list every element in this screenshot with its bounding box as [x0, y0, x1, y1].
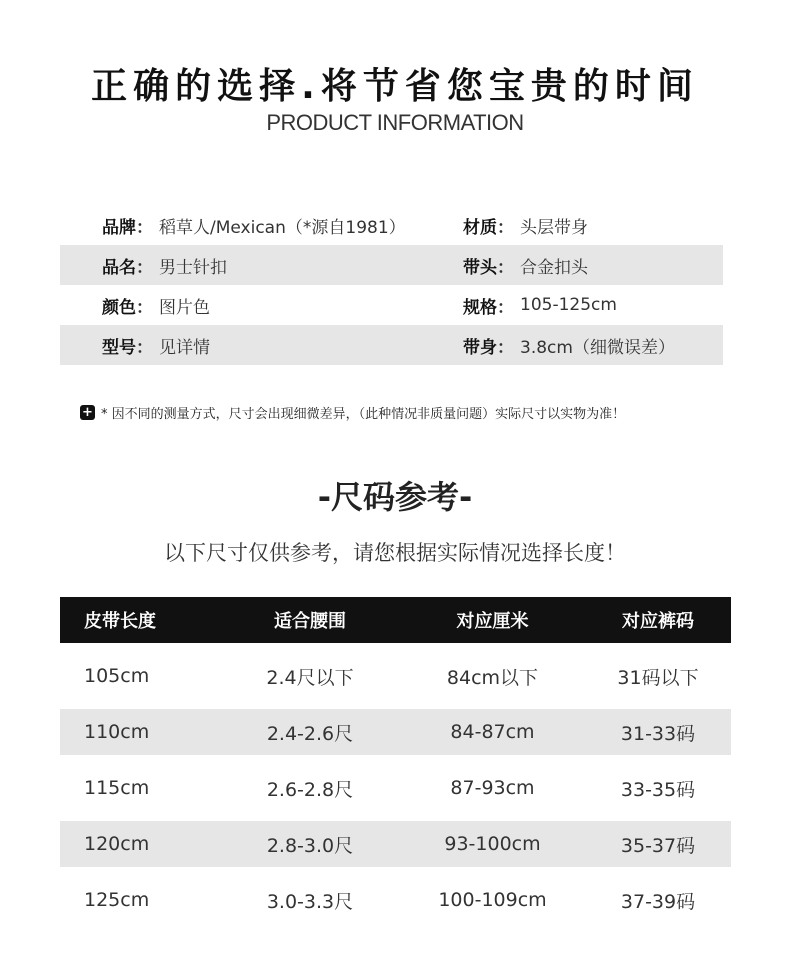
- table-cell: 35-37码: [620, 834, 696, 857]
- note-text: * 因不同的测量方式，尺寸会出现细微差异，（此种情况非质量问题）实际尺寸以实物为准！: [101, 407, 626, 422]
- info-label: 带身: [463, 337, 497, 358]
- table-cell: 37-39码: [620, 890, 696, 913]
- info-row: 品牌 ： 稻草人/Mexican（*源自1981） 材质 ： 头层带身: [60, 205, 723, 245]
- info-label: 型号: [102, 337, 136, 358]
- table-cell: 2.6-2.8尺: [266, 778, 354, 801]
- info-label: 颜色: [102, 297, 136, 318]
- size-section-subtitle: 以下尺寸仅供参考，请您根据实际情况选择长度！: [164, 541, 626, 565]
- table-cell: 2.4-2.6尺: [266, 722, 354, 745]
- page-subtitle: PRODUCT INFORMATION: [266, 110, 524, 135]
- table-row: [60, 643, 731, 709]
- table-row: [60, 821, 731, 867]
- info-value: 图片色: [159, 297, 210, 318]
- info-row: 型号 ： 见详情 带身 ： 3.8cm（细微误差）: [60, 325, 723, 365]
- table-cell: 2.8-3.0尺: [266, 834, 354, 857]
- info-value: 头层带身: [520, 217, 588, 238]
- table-cell: 3.0-3.3尺: [266, 890, 354, 913]
- column-header: 适合腰围: [274, 611, 346, 632]
- table-cell: 105cm: [84, 665, 150, 687]
- info-value: 3.8cm（细微误差）: [520, 337, 675, 358]
- size-table: [60, 597, 731, 933]
- product-info-table: [60, 205, 723, 365]
- size-section-title: -尺码参考-: [317, 478, 473, 516]
- table-row: [60, 867, 731, 933]
- table-cell: 87-93cm: [450, 777, 535, 799]
- table-cell: 120cm: [84, 833, 150, 855]
- measurement-note: [80, 403, 730, 422]
- table-cell: 125cm: [84, 889, 150, 911]
- column-header: 对应裤码: [622, 611, 694, 632]
- plus-icon: +: [80, 405, 95, 420]
- table-cell: 110cm: [84, 721, 150, 743]
- info-value: 105-125cm: [520, 295, 617, 315]
- table-cell: 31码以下: [617, 666, 699, 689]
- table-cell: 115cm: [84, 777, 150, 799]
- info-value: 见详情: [159, 337, 210, 358]
- table-cell: 2.4尺以下: [266, 666, 354, 689]
- table-row: [60, 709, 731, 755]
- info-row: 颜色 ： 图片色 规格 ： 105-125cm: [60, 285, 723, 325]
- info-value: 合金扣头: [520, 257, 588, 278]
- table-cell: 84-87cm: [450, 721, 535, 743]
- column-header: 皮带长度: [84, 611, 156, 632]
- table-cell: 100-109cm: [438, 889, 547, 911]
- info-row: 品名 ： 男士针扣 带头 ： 合金扣头: [60, 245, 723, 285]
- table-cell: 84cm以下: [446, 666, 539, 689]
- info-label: 品名: [102, 257, 136, 278]
- column-header: 对应厘米: [456, 611, 529, 632]
- info-value: 男士针扣: [159, 257, 227, 278]
- table-cell: 31-33码: [620, 722, 696, 745]
- table-row: [60, 755, 731, 821]
- info-label: 品牌: [102, 217, 136, 238]
- table-cell: 93-100cm: [444, 833, 541, 855]
- table-header: [60, 597, 731, 643]
- table-cell: 33-35码: [620, 778, 696, 801]
- info-label: 规格: [463, 297, 497, 318]
- info-label: 带头: [463, 257, 497, 278]
- info-label: 材质: [463, 217, 497, 238]
- page-title: 正确的选择.将节省您宝贵的时间: [91, 66, 699, 107]
- info-value: 稻草人/Mexican（*源自1981）: [159, 217, 406, 238]
